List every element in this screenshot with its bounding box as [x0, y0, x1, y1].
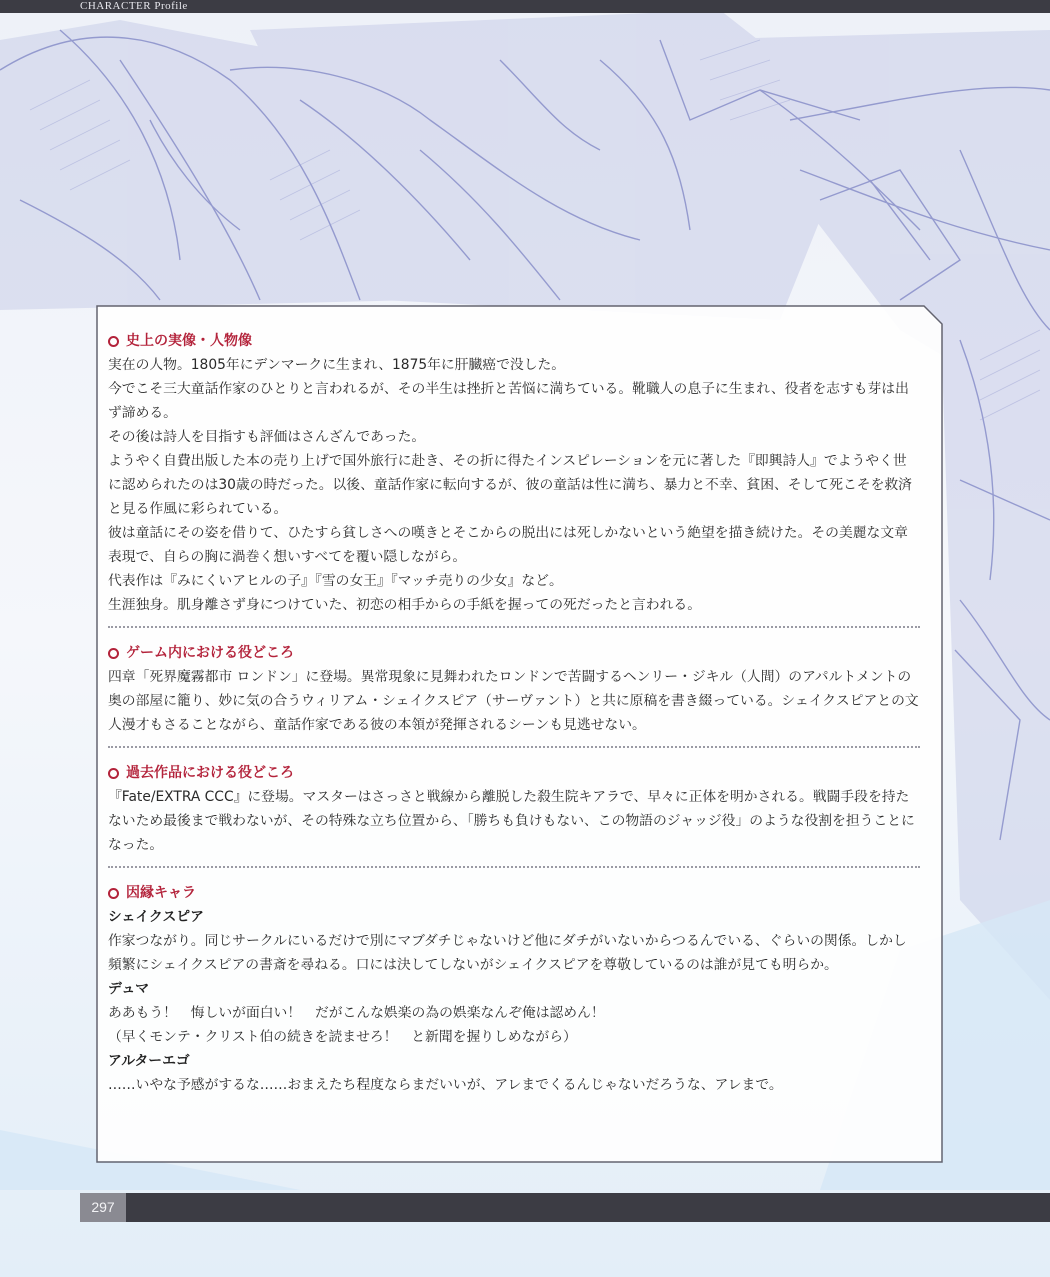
- section-heading-text: 因縁キャラ: [126, 885, 196, 901]
- circle-bullet-icon: [108, 888, 119, 899]
- paragraph: その後は詩人を目指すも評価はさんざんであった。: [108, 429, 426, 445]
- related-character-name: アルターエゴ: [108, 1053, 190, 1069]
- section-heading-text: 過去作品における役どころ: [126, 765, 294, 781]
- paragraph: 彼は童話にその姿を借りて、ひたすら貧しさへの嘆きとそこからの脱出には死しかないという絶望を描き続けた。その美麗な文章表現で、自らの胸に渦巻く想いすべてを覆い隠しながら。: [108, 525, 908, 565]
- section-related-characters: [108, 881, 920, 1097]
- related-character-comment: ……いやな予感がするな……おまえたち程度ならまだいいが、アレまでくるんじゃないだろうな、アレまで。: [108, 1077, 783, 1093]
- section-heading: [108, 761, 920, 785]
- dotted-divider: [108, 746, 920, 748]
- related-character-comment: ああもう！ 悔しいが面白い！ だがこんな娯楽の為の娯楽なんぞ俺は認めん！: [108, 1005, 605, 1021]
- section-heading-text: ゲーム内における役どころ: [126, 645, 294, 661]
- section-in-game-role: [108, 641, 920, 737]
- page-number: 297: [80, 1193, 126, 1222]
- paragraph: 『Fate/EXTRA CCC』に登場。マスターはさっさと戦線から離脱した殺生院キアラで、早々に正体を明かされる。戦闘手段を持たないため最後まで戦わないが、その特殊な立ち位置から、「勝ちも負けもない、この物語のジャッジ役」のような役割を担うことになった。: [108, 789, 915, 853]
- section-heading-text: 史上の実像・人物像: [126, 333, 252, 349]
- profile-panel: [96, 305, 943, 1163]
- footer-bar: [80, 1193, 1050, 1222]
- circle-bullet-icon: [108, 768, 119, 779]
- dotted-divider: [108, 626, 920, 628]
- section-heading: [108, 329, 920, 353]
- circle-bullet-icon: [108, 648, 119, 659]
- section-heading: [108, 881, 920, 905]
- related-character-comment: （早くモンテ・クリスト伯の続きを読ませろ！ と新聞を握りしめながら）: [108, 1029, 577, 1045]
- paragraph: 四章「死界魔霧都市 ロンドン」に登場。異常現象に見舞われたロンドンで苦闘するヘンリー・ジキル（人間）のアパルトメントの奥の部屋に籠り、妙に気の合うウィリアム・シェイクスピア（サーヴァント）と共に原稿を書き綴っている。シェイクスピアとの文人漫才もさることながら、童話作家である彼の本領が発揮されるシーンも見逃せない。: [108, 669, 919, 733]
- section-past-works-role: [108, 761, 920, 857]
- related-character-name: デュマ: [108, 981, 149, 997]
- related-character-comment: 作家つながり。同じサークルにいるだけで別にマブダチじゃないけど他にダチがいないからつるんでいる、ぐらいの関係。しかし頻繁にシェイクスピアの書斎を尋ねる。口には決してしないがシェイクスピアを尊敬しているのは誰が見ても明らか。: [108, 933, 907, 973]
- header-label: CHARACTER Profile: [80, 0, 188, 12]
- section-history: [108, 329, 920, 617]
- circle-bullet-icon: [108, 336, 119, 347]
- paragraph: 生涯独身。肌身離さず身につけていた、初恋の相手からの手紙を握っての死だったと言われる。: [108, 597, 701, 613]
- section-heading: [108, 641, 920, 665]
- paragraph: ようやく自費出版した本の売り上げで国外旅行に赴き、その折に得たインスピレーションを元に著した『即興詩人』でようやく世に認められたのは30歳の時だった。以後、童話作家に転向するが、彼の童話は性に満ち、暴力と不幸、貧困、そして死こそを救済と見る作風に彩られている。: [108, 453, 912, 517]
- related-character-name: シェイクスピア: [108, 909, 204, 925]
- paragraph: 実在の人物。1805年にデンマークに生まれ、1875年に肝臓癌で没した。: [108, 357, 566, 373]
- dotted-divider: [108, 866, 920, 868]
- paragraph: 代表作は『みにくいアヒルの子』『雪の女王』『マッチ売りの少女』など。: [108, 573, 563, 589]
- panel-content: [108, 329, 920, 1097]
- paragraph: 今でこそ三大童話作家のひとりと言われるが、その半生は挫折と苦悩に満ちている。靴職人の息子に生まれ、役者を志すも芽は出ず諦める。: [108, 381, 909, 421]
